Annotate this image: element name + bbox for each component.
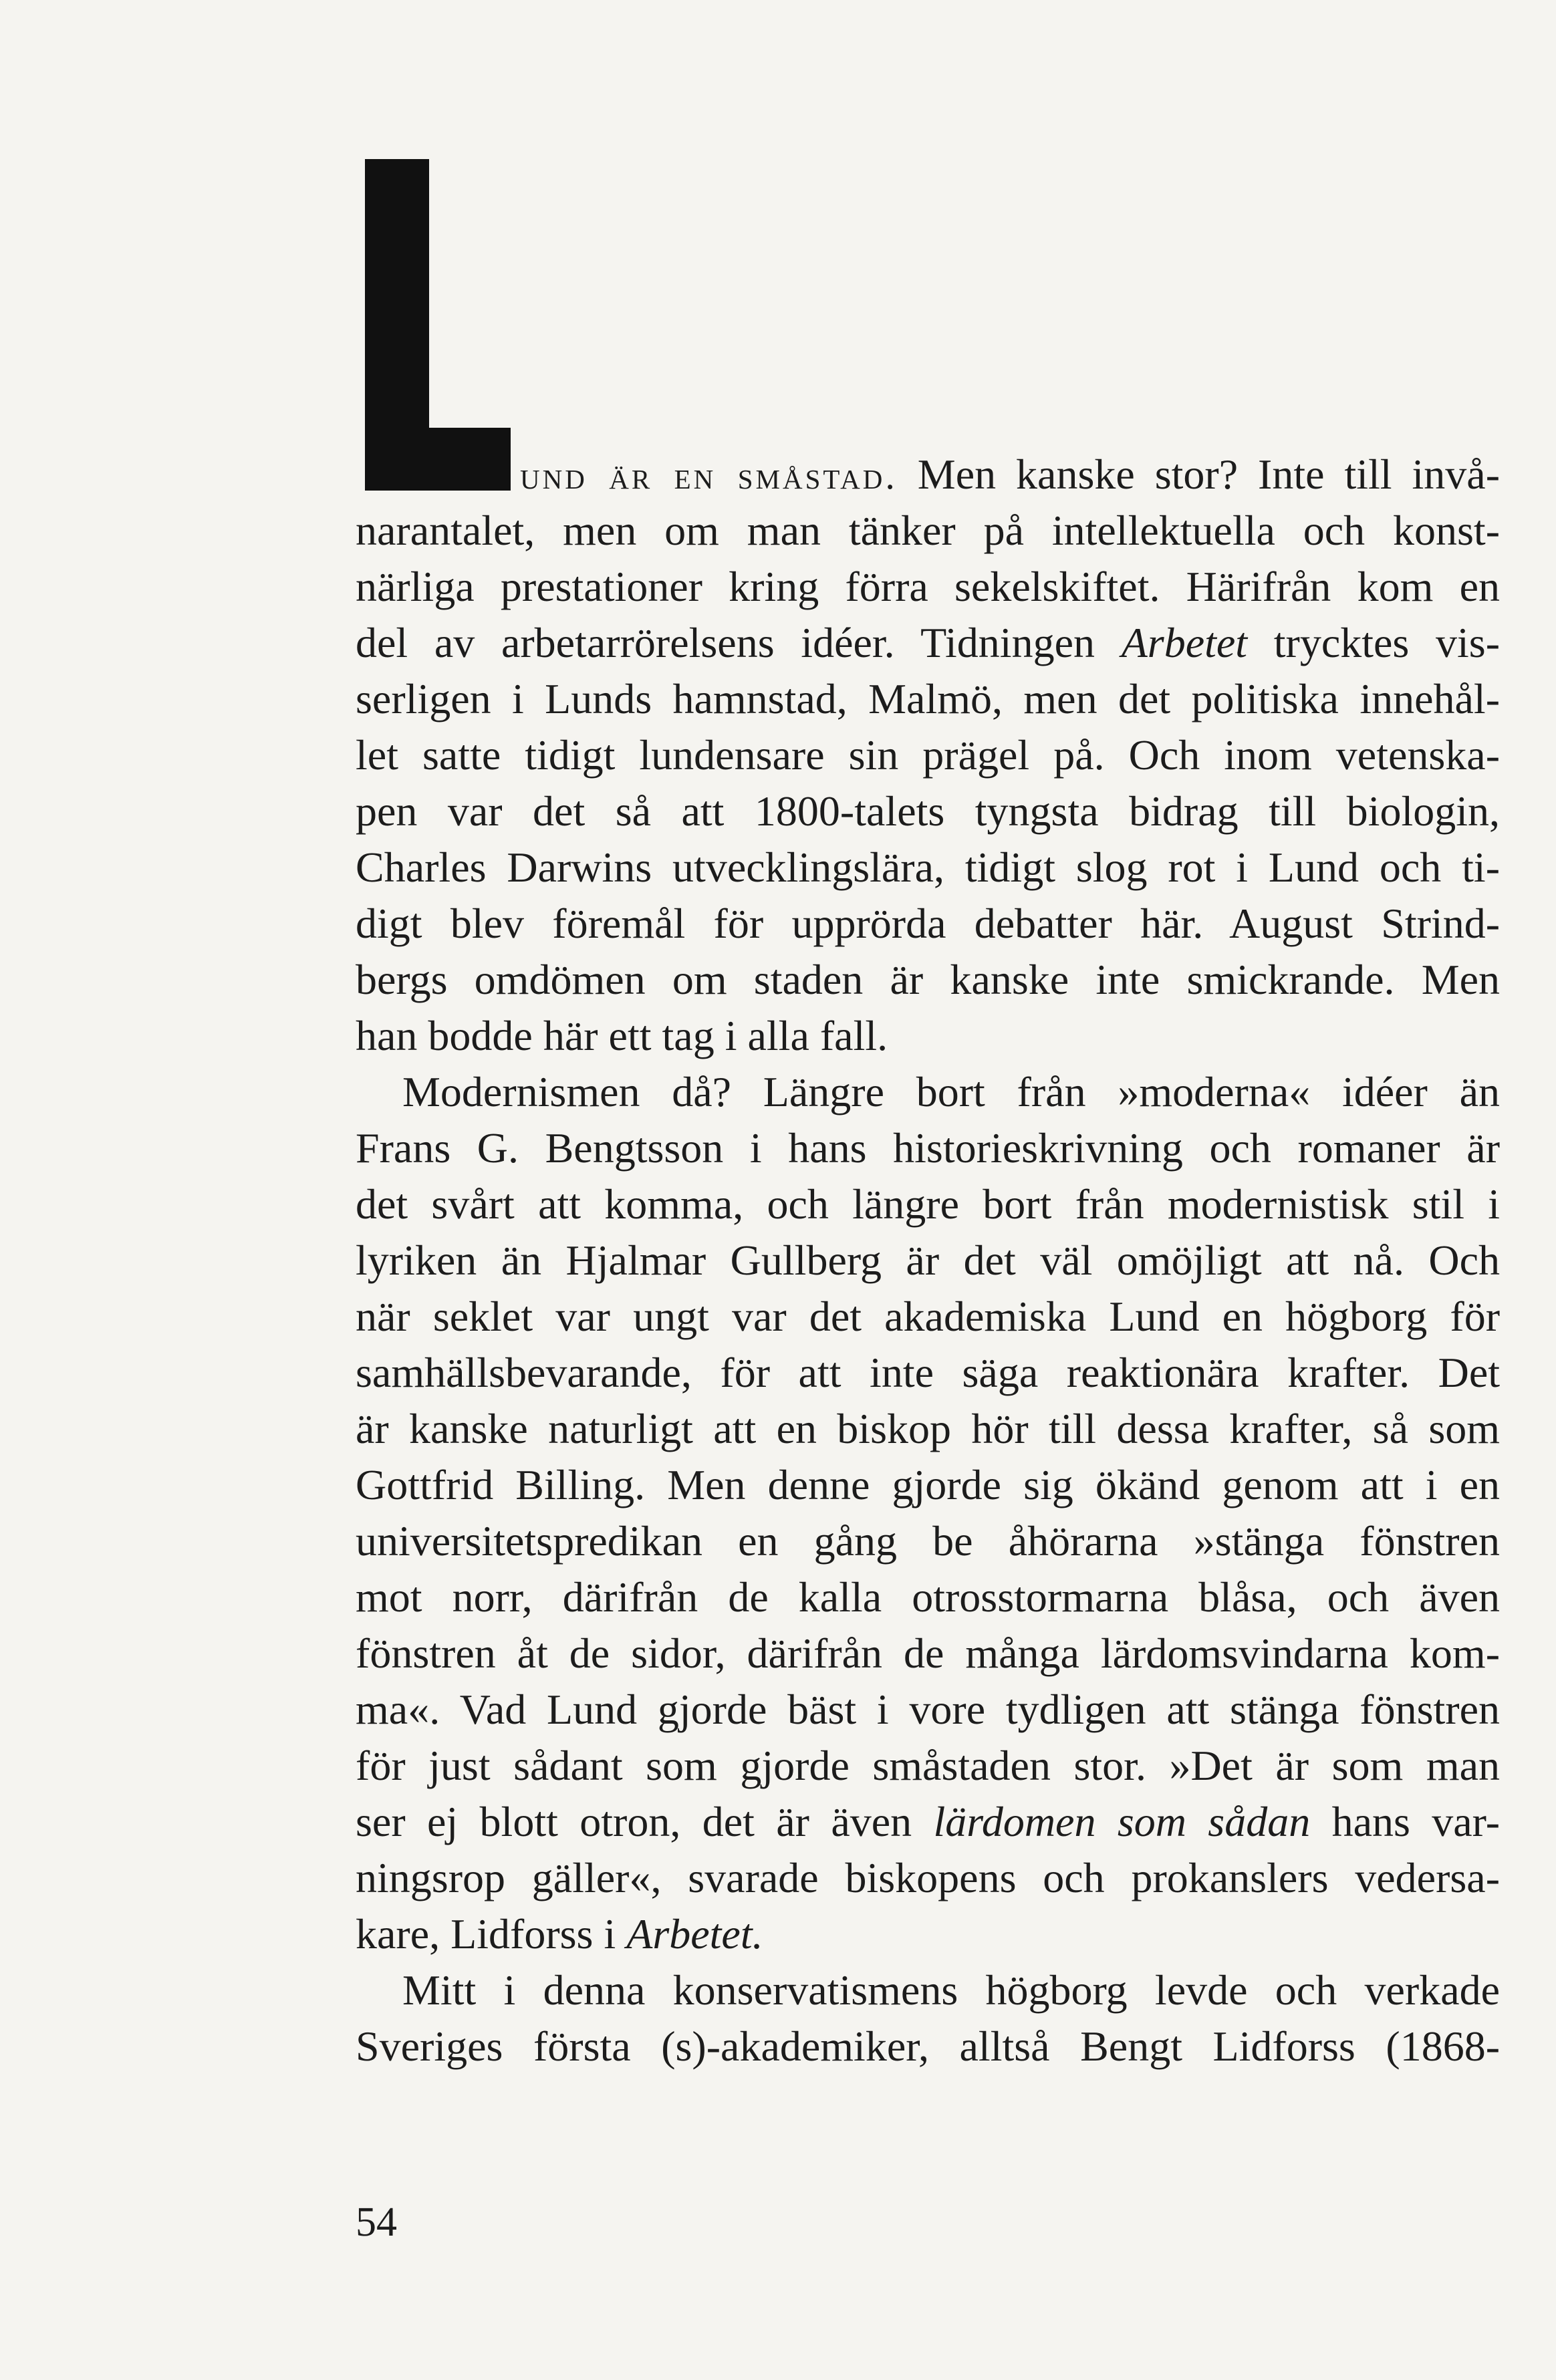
page-number: 54 [356,2200,397,2245]
text-line: ma«. Vad Lund gjorde bäst i vore tydligen att stänga fönstren [356,1686,1500,1733]
text-line: serligen i Lunds hamnstad, Malmö, men det politiska innehål- [356,675,1500,722]
italic-phrase: lärdomen som sådan [933,1798,1311,1845]
text-line: kare, Lidforss i Arbetet. [356,1910,763,1958]
text-line: Gottfrid Billing. Men denne gjorde sig ökänd genom att i en [356,1461,1500,1508]
text-line: universitetspredikan en gång be åhörarna »stänga fönstren [356,1517,1500,1565]
text-line: Mitt i denna konservatismens högborg levde och verkade [402,1966,1500,2014]
text-line: pen var det så att 1800-talets tyngsta bidrag till biologin, [356,787,1500,835]
italic-title: Arbetet. [626,1910,763,1958]
text-line: lyriken än Hjalmar Gullberg är det väl omöjligt att nå. Och [356,1236,1500,1284]
text-line: Modernismen då? Längre bort från »moderna« idéer än [402,1068,1500,1115]
text-line: digt blev föremål för upprörda debatter här. August Strind- [356,900,1500,947]
text-line: Frans G. Bengtsson i hans historieskrivning och romaner är [356,1124,1500,1172]
text-line: närliga prestationer kring förra sekelskiftet. Härifrån kom en [356,563,1500,610]
text-line: är kanske naturligt att en biskop hör till dessa krafter, så som [356,1405,1500,1452]
text-line: ser ej blott otron, det är även lärdomen som sådan hans var- [356,1798,1501,1845]
text-line: Sveriges första (s)-akademiker, alltså Bengt Lidforss (1868- [356,2022,1500,2070]
opening-small-caps: und är en småstad. [520,454,898,497]
text-line: Charles Darwins utvecklingslära, tidigt slog rot i Lund och ti- [356,843,1500,891]
text-line: narantalet, men om man tänker på intellektuella och konst- [356,507,1500,554]
italic-title: Arbetet [1121,619,1248,666]
text-line: bergs omdömen om staden är kanske inte smickrande. Men [356,956,1500,1003]
text-line: let satte tidigt lundensare sin prägel på. Och inom vetenska- [356,731,1500,779]
text-line: för just sådant som gjorde småstaden stor. »Det är som man [356,1742,1500,1789]
line-text: Men kanske stor? Inte till invå- [897,450,1500,498]
text-line: del av arbetarrörelsens idéer. Tidningen Arbetet trycktes vis- [356,619,1501,666]
text-line: när seklet var ungt var det akademiska Lund en högborg för [356,1293,1500,1340]
text-line: det svårt att komma, och längre bort från modernistisk stil i [356,1180,1500,1228]
drop-cap-letter-l-foot [365,428,511,491]
text-line: ningsrop gäller«, svarade biskopens och prokanslers vedersa- [356,1854,1500,1901]
text-line [520,446,1500,503]
text-line: han bodde här ett tag i alla fall. [356,1012,888,1059]
text-line: fönstren åt de sidor, därifrån de många lärdomsvindarna kom- [356,1629,1500,1677]
text-line: samhällsbevarande, för att inte säga reaktionära krafter. Det [356,1349,1500,1396]
text-line: mot norr, därifrån de kalla otrosstormarna blåsa, och även [356,1573,1500,1621]
